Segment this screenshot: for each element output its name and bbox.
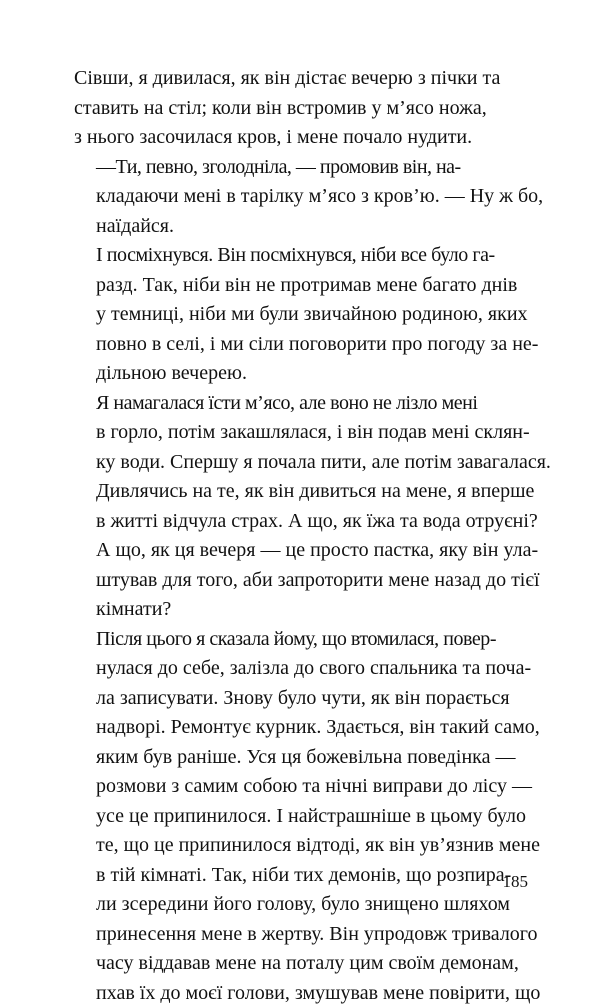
text-line: нулася до себе, залізла до свого спальника та поча- (74, 654, 530, 684)
text-line: ку води. Спершу я почала пити, але потім завагалася. (74, 448, 530, 478)
text-line: Сівши, я дивилася, як він дістає вечерю з пічки та (74, 64, 530, 94)
text-line: А що, як ця вечеря — це просто пастка, яку він ула- (74, 536, 530, 566)
text-line: ла записувати. Знову було чути, як він порається (74, 684, 530, 714)
text-line: принесення мене в жертву. Він упродовж тривалого (74, 920, 530, 950)
text-line: ставить на стіл; коли він встромив у м’ясо ножа, (74, 94, 530, 124)
text-line: наїдайся. (74, 212, 530, 242)
text-line: кладаючи мені в тарілку м’ясо з кров’ю. — Ну ж бо, (74, 182, 530, 212)
text-line: кімнати? (74, 595, 530, 625)
text-line: те, що це припинилося відтоді, як він ув’язнив мене (74, 831, 530, 861)
text-line: ли зсередини його голову, було знищено шляхом (74, 890, 530, 920)
paragraph-2 (74, 153, 530, 242)
text-line: —Ти, певно, зголодніла, — промовив він, на- (74, 153, 530, 183)
text-line: Після цього я сказала йому, що втомилася, повер- (74, 625, 530, 655)
text-line: повно в селі, і ми сіли поговорити про погоду за не- (74, 330, 530, 360)
page-text (74, 64, 530, 1008)
text-line: разд. Так, ніби він не протримав мене багато днів (74, 271, 530, 301)
text-line: у темниці, ніби ми були звичайною родиною, яких (74, 300, 530, 330)
text-line: в житті відчула страх. А що, як їжа та вода отруєні? (74, 507, 530, 537)
text-line: пхав їх до моєї голови, змушував мене повірити, що (74, 979, 530, 1008)
text-line: яким був раніше. Уся ця божевільна поведінка — (74, 743, 530, 773)
paragraph-5 (74, 625, 530, 1008)
paragraph-1 (74, 64, 530, 153)
text-line: часу віддавав мене на поталу цим своїм демонам, (74, 949, 530, 979)
paragraph-4 (74, 389, 530, 625)
text-line: з нього засочилася кров, і мене почало нудити. (74, 123, 530, 153)
text-line: дільною вечерею. (74, 359, 530, 389)
paragraph-3 (74, 241, 530, 389)
page-number: 185 (0, 872, 528, 892)
text-line: в тій кімнаті. Так, ніби тих демонів, що розпира- (74, 861, 530, 891)
text-line: Я намагалася їсти м’ясо, але воно не лізло мені (74, 389, 530, 419)
text-line: І посміхнувся. Він посміхнувся, ніби все було га- (74, 241, 530, 271)
text-line: в горло, потім закашлялася, і він подав мені склян- (74, 418, 530, 448)
text-line: Дивлячись на те, як він дивиться на мене, я вперше (74, 477, 530, 507)
text-line: надворі. Ремонтує курник. Здається, він такий само, (74, 713, 530, 743)
text-line: усе це припинилося. І найстрашніше в цьому було (74, 802, 530, 832)
text-line: розмови з самим собою та нічні виправи до лісу — (74, 772, 530, 802)
text-line: штував для того, аби запроторити мене назад до тієї (74, 566, 530, 596)
